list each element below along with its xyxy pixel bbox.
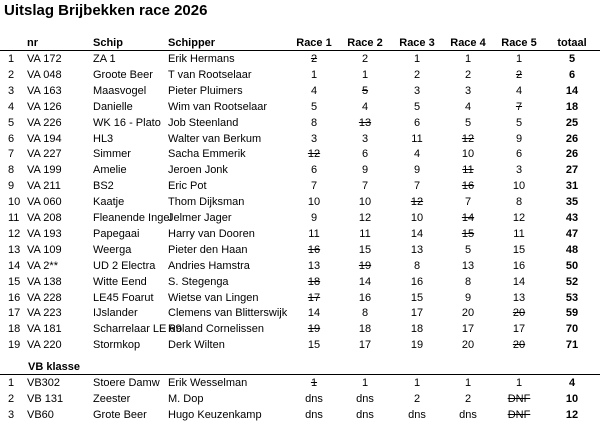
row-ship: Fleanende Ingel [93, 212, 172, 224]
row-position: 15 [8, 275, 21, 288]
table-row [0, 321, 600, 337]
row-race-5-result: 14 [512, 275, 526, 288]
row-race-3-result: 13 [410, 243, 424, 256]
row-ship: Zeester [93, 392, 131, 405]
row-total: 48 [565, 243, 579, 256]
row-ship: Grote Beer [93, 408, 147, 421]
row-race-1-result: 10 [307, 196, 321, 209]
header-nr: nr [27, 37, 38, 49]
row-position: 3 [8, 408, 15, 421]
row-position: 3 [8, 84, 15, 97]
row-total: 5 [568, 53, 576, 65]
row-race-3-result: 3 [413, 84, 421, 97]
row-race-5-result: 17 [512, 323, 526, 336]
row-total: 6 [568, 68, 576, 81]
row-race-3-result: dns [408, 408, 426, 421]
row-total: 50 [565, 259, 579, 272]
row-race-5-result: DNF [507, 408, 531, 421]
row-race-1-result: 2 [310, 53, 318, 65]
row-ship: Amelie [93, 164, 127, 177]
header-race-4: Race 4 [450, 37, 486, 49]
row-race-3-result: 12 [410, 196, 424, 209]
row-sail-number: VA 208 [27, 212, 62, 224]
row-race-2-result: 10 [358, 196, 372, 209]
row-sail-number: VA 060 [27, 196, 62, 209]
row-sail-number: VA 228 [27, 291, 62, 304]
row-ship: Kaatje [93, 196, 125, 209]
row-race-4-result: 2 [464, 68, 472, 81]
row-race-3-result: 15 [410, 291, 424, 304]
row-ship: WK 16 - Plato [93, 116, 161, 129]
table-row [0, 162, 600, 178]
row-ship: IJslander [93, 307, 138, 320]
row-race-3-result: 14 [410, 227, 424, 240]
row-position: 16 [8, 291, 21, 304]
row-race-4-result: 13 [461, 259, 475, 272]
row-race-2-result: dns [356, 392, 374, 405]
row-race-2-result: 3 [361, 132, 369, 145]
row-race-1-result: 6 [310, 164, 318, 177]
row-race-1-result: 8 [310, 116, 318, 129]
row-race-4-result: 20 [461, 339, 475, 352]
row-ship: ZA 1 [93, 53, 116, 65]
row-race-5-result: 20 [512, 307, 526, 320]
table-row [0, 337, 600, 353]
row-sail-number: VA 226 [27, 116, 62, 129]
row-ship: Danielle [93, 100, 133, 113]
row-race-5-result: 10 [512, 180, 526, 193]
row-race-1-result: 19 [307, 323, 321, 336]
row-race-1-result: 5 [310, 100, 318, 113]
row-position: 10 [8, 196, 21, 209]
header-race-2: Race 2 [347, 37, 383, 49]
row-race-4-result: 7 [464, 196, 472, 209]
row-race-1-result: 1 [310, 377, 318, 389]
row-race-3-result: 8 [413, 259, 421, 272]
row-position: 4 [8, 100, 15, 113]
row-skipper: Erik Hermans [168, 53, 235, 65]
row-skipper: Sacha Emmerik [168, 148, 246, 161]
row-total: 53 [565, 291, 579, 304]
row-race-4-result: 1 [464, 377, 472, 389]
row-position: 8 [8, 164, 15, 177]
row-total: 31 [565, 180, 579, 193]
row-race-2-result: 11 [359, 227, 371, 240]
table-row [0, 226, 600, 242]
row-race-1-result: 12 [307, 148, 321, 161]
table-row [0, 305, 600, 321]
row-total: 43 [565, 212, 579, 224]
row-race-5-result: 6 [515, 148, 523, 161]
row-race-3-result: 6 [413, 116, 421, 129]
row-total: 70 [565, 323, 579, 336]
row-race-4-result: 3 [464, 84, 472, 97]
row-skipper: Derk Wilten [168, 339, 225, 352]
row-race-4-result: 16 [461, 180, 475, 193]
row-race-2-result: 1 [361, 377, 369, 389]
row-ship: Maasvogel [93, 84, 147, 97]
row-race-2-result: 13 [358, 116, 372, 129]
row-skipper: Thom Dijksman [168, 196, 245, 209]
row-ship: Stoere Damw [93, 377, 160, 389]
row-race-3-result: 2 [413, 392, 421, 405]
header-race-1: Race 1 [296, 37, 332, 49]
row-total: 27 [565, 164, 579, 177]
row-sail-number: VA 199 [27, 164, 62, 177]
table-row [0, 391, 600, 407]
row-race-2-result: 16 [358, 291, 372, 304]
row-ship: UD 2 Electra [93, 259, 156, 272]
row-race-1-result: 3 [310, 132, 318, 145]
row-race-5-result: 12 [512, 212, 526, 224]
row-skipper: Jeroen Jonk [168, 164, 228, 177]
row-sail-number: VA 109 [27, 243, 62, 256]
table-row [0, 274, 600, 290]
row-race-4-result: 2 [464, 392, 472, 405]
row-total: 71 [565, 339, 579, 352]
row-sail-number: VA 138 [27, 275, 62, 288]
header-race-5: Race 5 [501, 37, 537, 49]
row-skipper: T van Rootselaar [168, 68, 252, 81]
row-race-2-result: dns [356, 408, 374, 421]
row-position: 7 [8, 148, 15, 161]
row-race-2-result: 18 [358, 323, 372, 336]
vb-section-title: VB klasse [28, 361, 80, 373]
row-skipper: S. Stegenga [168, 275, 229, 288]
row-race-3-result: 1 [413, 53, 421, 65]
row-race-2-result: 19 [358, 259, 372, 272]
row-race-2-result: 7 [361, 180, 369, 193]
row-race-1-result: dns [305, 408, 323, 421]
row-sail-number: VA 223 [27, 307, 62, 320]
row-race-1-result: 16 [307, 243, 321, 256]
row-race-3-result: 11 [411, 132, 423, 145]
row-ship: LE45 Foarut [93, 291, 154, 304]
row-race-4-result: 1 [464, 53, 472, 65]
table-header [0, 35, 600, 51]
row-sail-number: VA 126 [27, 100, 62, 113]
header-schipper: Schipper [168, 37, 216, 49]
table-row [0, 51, 600, 67]
row-ship: Scharrelaar LE 69 [93, 323, 182, 336]
table-row [0, 210, 600, 226]
row-race-5-result: 16 [512, 259, 526, 272]
row-race-4-result: 11 [462, 164, 474, 177]
row-race-1-result: 14 [307, 307, 321, 320]
row-sail-number: VB60 [27, 408, 54, 421]
table-row [0, 131, 600, 147]
row-race-1-result: 4 [310, 84, 318, 97]
row-race-5-result: 2 [515, 68, 523, 81]
row-sail-number: VA 227 [27, 148, 62, 161]
row-skipper: Erik Wesselman [168, 377, 248, 389]
row-race-4-result: 17 [461, 323, 475, 336]
row-race-2-result: 14 [358, 275, 372, 288]
row-race-1-result: 11 [308, 227, 320, 240]
row-race-4-result: 12 [461, 132, 475, 145]
row-skipper: Jelmer Jager [168, 212, 232, 224]
row-skipper: Clemens van Blitterswijk [168, 307, 288, 320]
row-total: 47 [565, 227, 579, 240]
table-row [0, 258, 600, 274]
row-race-5-result: 4 [515, 84, 523, 97]
table-row [0, 375, 600, 391]
table-row [0, 67, 600, 83]
row-race-2-result: 6 [361, 148, 369, 161]
table-row [0, 194, 600, 210]
row-skipper: Andries Hamstra [168, 259, 250, 272]
row-race-4-result: 10 [461, 148, 475, 161]
row-skipper: Job Steenland [168, 116, 239, 129]
row-position: 2 [8, 392, 15, 405]
row-position: 13 [8, 243, 21, 256]
row-race-3-result: 1 [413, 377, 421, 389]
row-race-2-result: 8 [361, 307, 369, 320]
row-position: 12 [8, 227, 21, 240]
row-total: 35 [565, 196, 579, 209]
row-sail-number: VB 131 [27, 392, 64, 405]
row-total: 4 [568, 377, 576, 389]
row-total: 10 [565, 392, 579, 405]
row-race-2-result: 12 [358, 212, 372, 224]
row-ship: Stormkop [93, 339, 141, 352]
row-race-3-result: 16 [410, 275, 424, 288]
table-row [0, 146, 600, 162]
row-race-3-result: 5 [413, 100, 421, 113]
row-position: 18 [8, 323, 21, 336]
row-total: 26 [565, 132, 579, 145]
row-race-3-result: 17 [410, 307, 424, 320]
row-ship: Weerga [93, 243, 132, 256]
row-skipper: Wietse van Lingen [168, 291, 259, 304]
row-race-1-result: dns [305, 392, 323, 405]
row-race-3-result: 19 [410, 339, 424, 352]
row-sail-number: VA 194 [27, 132, 62, 145]
row-skipper: Roland Cornelissen [168, 323, 264, 336]
row-race-5-result: 7 [515, 100, 523, 113]
row-race-4-result: dns [459, 408, 477, 421]
row-sail-number: VA 181 [27, 323, 62, 336]
row-race-4-result: 15 [461, 227, 475, 240]
row-total: 14 [565, 84, 579, 97]
row-race-1-result: 17 [307, 291, 321, 304]
row-race-2-result: 4 [361, 100, 369, 113]
row-position: 1 [8, 53, 15, 65]
row-race-5-result: 8 [515, 196, 523, 209]
row-position: 9 [8, 180, 15, 193]
row-skipper: Hugo Keuzenkamp [168, 408, 262, 421]
row-ship: HL3 [93, 132, 114, 145]
row-race-5-result: 9 [515, 132, 523, 145]
row-position: 2 [8, 68, 15, 81]
row-sail-number: VA 2** [27, 259, 58, 272]
row-race-5-result: 5 [515, 116, 523, 129]
row-race-3-result: 7 [413, 180, 421, 193]
row-race-3-result: 9 [413, 164, 421, 177]
row-race-4-result: 5 [464, 116, 472, 129]
row-skipper: M. Dop [168, 392, 204, 405]
row-skipper: Pieter den Haan [168, 243, 248, 256]
row-ship: Groote Beer [93, 68, 153, 81]
row-race-1-result: 9 [310, 212, 318, 224]
table-row [0, 99, 600, 115]
row-race-5-result: 1 [515, 377, 523, 389]
row-race-2-result: 15 [358, 243, 372, 256]
header-totaal: totaal [557, 37, 587, 49]
row-race-3-result: 18 [410, 323, 424, 336]
row-race-5-result: 11 [513, 227, 525, 240]
row-race-2-result: 9 [361, 164, 369, 177]
row-total: 52 [565, 275, 579, 288]
table-row [0, 242, 600, 258]
row-race-1-result: 7 [310, 180, 318, 193]
row-position: 19 [8, 339, 21, 352]
table-row [0, 178, 600, 194]
row-race-4-result: 4 [464, 100, 472, 113]
row-sail-number: VA 193 [27, 227, 62, 240]
row-position: 17 [8, 307, 21, 320]
table-row [0, 290, 600, 306]
row-sail-number: VA 163 [27, 84, 62, 97]
row-position: 6 [8, 132, 15, 145]
row-sail-number: VA 048 [27, 68, 62, 81]
row-race-1-result: 13 [307, 259, 321, 272]
row-sail-number: VA 211 [27, 180, 61, 193]
row-ship: Witte Eend [93, 275, 147, 288]
table-row [0, 83, 600, 99]
row-race-5-result: 15 [512, 243, 526, 256]
header-schip: Schip [93, 37, 123, 49]
row-race-2-result: 5 [361, 84, 369, 97]
row-ship: Simmer [93, 148, 131, 161]
row-position: 1 [8, 377, 15, 389]
table-row [0, 407, 600, 423]
row-ship: Papegaai [93, 227, 140, 240]
row-position: 5 [8, 116, 15, 129]
row-race-3-result: 2 [413, 68, 421, 81]
row-total: 18 [565, 100, 579, 113]
row-skipper: Walter van Berkum [168, 132, 262, 145]
row-race-2-result: 17 [358, 339, 372, 352]
row-race-2-result: 1 [361, 68, 369, 81]
row-race-5-result: DNF [507, 392, 531, 405]
row-ship: BS2 [93, 180, 114, 193]
row-race-1-result: 1 [310, 68, 318, 81]
row-race-5-result: 20 [512, 339, 526, 352]
row-skipper: Wim van Rootselaar [168, 100, 268, 113]
row-skipper: Harry van Dooren [168, 227, 255, 240]
row-race-5-result: 13 [512, 291, 526, 304]
row-position: 11 [8, 212, 20, 224]
table-row [0, 115, 600, 131]
row-skipper: Eric Pot [168, 180, 207, 193]
row-race-4-result: 9 [464, 291, 472, 304]
header-race-3: Race 3 [399, 37, 435, 49]
row-total: 12 [565, 408, 579, 421]
row-race-4-result: 5 [464, 243, 472, 256]
row-total: 59 [565, 307, 579, 320]
row-sail-number: VA 220 [27, 339, 62, 352]
row-race-4-result: 14 [461, 212, 475, 224]
row-race-3-result: 4 [413, 148, 421, 161]
row-sail-number: VA 172 [27, 53, 62, 65]
row-race-4-result: 20 [461, 307, 475, 320]
row-race-2-result: 2 [361, 53, 369, 65]
row-position: 14 [8, 259, 21, 272]
row-race-4-result: 8 [464, 275, 472, 288]
row-total: 26 [565, 148, 579, 161]
row-race-1-result: 15 [307, 339, 321, 352]
row-race-5-result: 1 [515, 53, 523, 65]
row-race-3-result: 10 [410, 212, 424, 224]
row-sail-number: VB302 [27, 377, 61, 389]
row-race-1-result: 18 [307, 275, 321, 288]
page-title: Uitslag Brijbekken race 2026 [4, 2, 208, 19]
row-race-5-result: 3 [515, 164, 523, 177]
row-skipper: Pieter Pluimers [168, 84, 243, 97]
row-total: 25 [565, 116, 579, 129]
